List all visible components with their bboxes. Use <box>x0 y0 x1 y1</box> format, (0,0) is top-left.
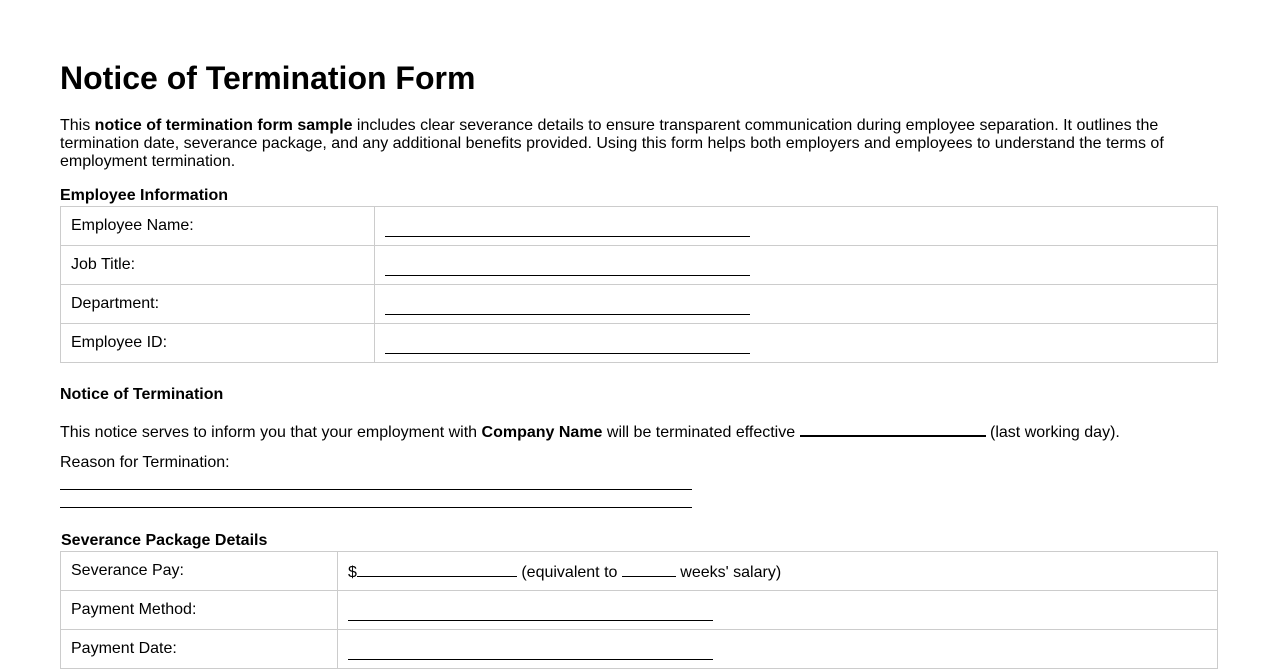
employee-name-label: Employee Name: <box>61 207 375 246</box>
table-row <box>61 324 1218 363</box>
employee-id-label: Employee ID: <box>61 324 375 363</box>
payment-date-field[interactable] <box>348 643 713 660</box>
payment-method-field[interactable] <box>348 604 713 621</box>
statement-suffix: (last working day). <box>985 424 1120 441</box>
termination-statement <box>60 419 1120 443</box>
equivalent-prefix: (equivalent to <box>516 564 622 581</box>
intro-prefix: This <box>60 117 95 134</box>
severance-package-heading: Severance Package Details <box>61 532 268 549</box>
statement-middle: will be terminated effective <box>602 424 800 441</box>
employee-name-field[interactable] <box>385 220 750 237</box>
reason-line-1[interactable] <box>60 489 692 490</box>
intro-suffix: includes clear severance details to ensure transparent communication during employee separation. It outlines the termination date, severance package, and any additional benefits provided. Using this form helps both employers and employees to understand the terms of employment termination. <box>60 117 1164 170</box>
department-field[interactable] <box>385 298 750 315</box>
currency-symbol: $ <box>348 564 357 581</box>
table-row <box>61 591 1218 630</box>
intro-paragraph <box>60 117 1190 171</box>
table-row <box>61 246 1218 285</box>
reason-for-termination-label: Reason for Termination: <box>60 454 230 471</box>
job-title-label: Job Title: <box>61 246 375 285</box>
weeks-field[interactable] <box>622 560 676 577</box>
severance-package-table <box>60 551 1218 669</box>
severance-amount-field[interactable] <box>357 560 517 577</box>
table-row <box>61 285 1218 324</box>
intro-bold: notice of termination form sample <box>94 117 353 134</box>
employee-information-table <box>60 206 1218 363</box>
equivalent-suffix: weeks' salary) <box>675 564 782 581</box>
department-label: Department: <box>61 285 375 324</box>
employee-id-field[interactable] <box>385 337 750 354</box>
page-title: Notice of Termination Form <box>60 60 476 96</box>
severance-pay-label: Severance Pay: <box>61 552 338 591</box>
statement-prefix: This notice serves to inform you that your employment with <box>60 424 482 441</box>
payment-date-label: Payment Date: <box>61 630 338 669</box>
effective-date-field[interactable] <box>800 419 986 437</box>
company-name: Company Name <box>481 424 603 441</box>
severance-pay-cell <box>338 552 1218 591</box>
table-row <box>61 552 1218 591</box>
table-row <box>61 207 1218 246</box>
job-title-field[interactable] <box>385 259 750 276</box>
employee-information-heading: Employee Information <box>60 187 229 204</box>
payment-method-label: Payment Method: <box>61 591 338 630</box>
reason-line-2[interactable] <box>60 507 692 508</box>
table-row <box>61 630 1218 669</box>
notice-of-termination-heading: Notice of Termination <box>60 386 224 403</box>
